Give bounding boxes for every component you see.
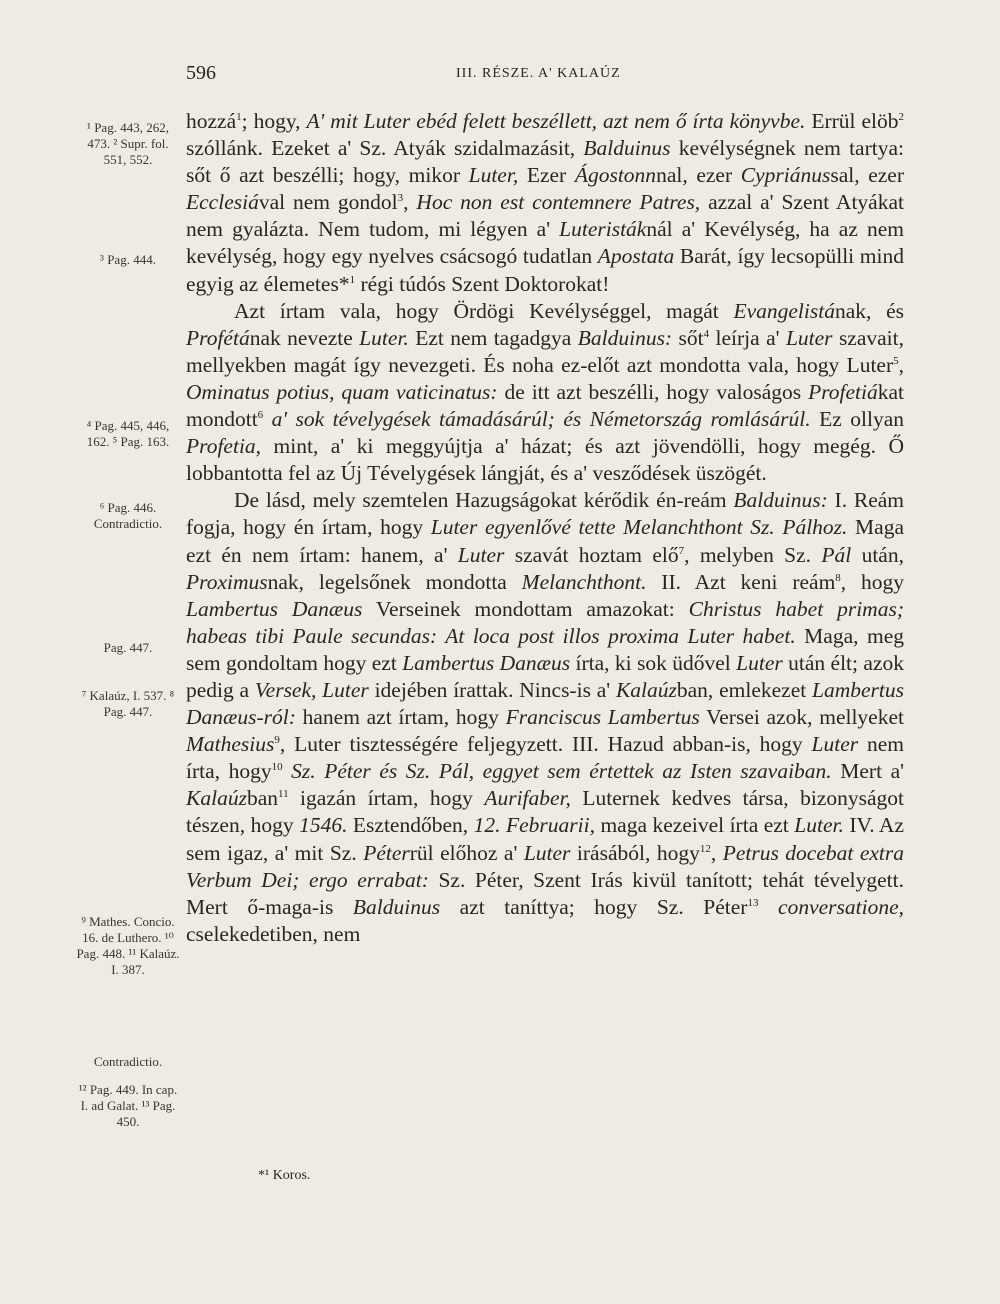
paragraph: De lásd, mely szemtelen Hazugságokat kérődik én-reám Balduinus: I. Reám fogja, hogy én írtam, hogy Luter egyenlővé tette Melanchthont Sz. Pálhoz. Maga ezt én nem írtam: hanem, a' Luter szavát hoztam elő$^7$, melyben Sz. Pál után, Proximusnak, legelsőnek mondotta Melanchthont. II. Azt keni reám$^8$, hogy Lambertus Danæus Verseinek mondottam amazokat: Christus habet primas; habeas tibi Paule secundas: At loca post illos proxima Luter habet. Maga, meg sem gondoltam hogy ezt Lambertus Danæus írta, ki sok üdővel Luter után élt; azok pedig a Versek, Luter idejében írattak. Nincs-is a' Kalaúzban, emlekezet Lambertus Danæus-ról: hanem azt írtam, hogy Franciscus Lambertus Versei azok, mellyeket Mathesius$^9$, Luter tisztességére feljegyzett. III. Hazud abban-is, hogy Luter nem írta, hogy$^{10}$ Sz. Péter és Sz. Pál, eggyet sem értettek az Isten szavaiban. Mert a' Kalaúzban$^{11}$ igazán írtam, hogy Aurifaber, Luternek kedves társa, bizonyságot tészen, hogy 1546. Esztendőben, 12. Februarii, maga kezeivel írta ezt Luter. IV. Az sem igaz, a' mit Sz. Péterrül előhoz a' Luter irásából, hogy$^{12}$, Petrus docebat extra Verbum Dei; ergo errabat: Sz. Péter, Szent Irás kivül tanított; tehát tévelygett. Mert ő-maga-is Balduinus azt taníttya; hogy Sz. Péter$^{13}$ conversatione, cselekedetiben, nem	[186, 488, 905, 946]
margin-note: Contradictio.	[93, 1054, 163, 1069]
footnote: *¹ Koros.	[258, 1168, 311, 1183]
margin-note: ⁴ Pag. 445, 446, 162. ⁵ Pag. 163.	[86, 418, 170, 449]
paragraph: hozzá$^1$; hogy, A' mit Luter ebéd felett beszéllett, azt nem ő írta könyvbe. Errül elöb$^2$ szóllánk. Ezeket a' Sz. Atyák szidalmazásit, Balduinus kevélységnek nem tartya: sőt ő azt beszélli; hogy, mikor Luter, Ezer Ágostonnnal, ezer Cypriánussal, ezer Ecclesiával nem gondol$^3$, Hoc non est contemnere Patres, azzal a' Szent Atyákat nem gyalázta. Nem tudom, mi légyen a' Luteristáknál a' Kevélység, ha az nem kevélység, hogy egy nyelves csácsogó tudatlan Apostata Barát, így lecsopülli mind egyig az élemetes*$^1$ régi túdós Szent Doktorokat!	[186, 109, 904, 296]
running-title: III. RÉSZE. A' KALAÚZ	[456, 66, 621, 81]
margin-note: ¹ Pag. 443, 262, 473. ² Supr. fol. 551, 552.	[87, 120, 169, 167]
body-text	[186, 108, 904, 948]
page-header	[0, 62, 1000, 92]
margin-note: ⁷ Kalaúz, I. 537. ⁸ Pag. 447.	[81, 688, 175, 719]
paragraph: Azt írtam vala, hogy Ördögi Kevélységgel, magát Evangelistának, és Profétának nevezte Luter. Ezt nem tagadgya Balduinus: sőt$^4$ leírja a' Luter szavait, mellyekben magát így nevezgeti. És noha ez-előt azt mondotta vala, hogy Luter$^5$, Ominatus potius, quam vaticinatus: de itt azt beszélli, hogy valoságos Profetiákat mondott$^6$ a' sok tévelygések támadásárúl; és Németország romlásárúl. Ez ollyan Profetia, mint, a' ki meggyújtja a' házat; és azt jövendölli, hogy megég. Ő lobbantotta fel az Új Tévelygések lángját, és a' vesződések üszögét.	[186, 298, 905, 486]
margin-note: ⁹ Mathes. Concio. 16. de Luthero. ¹⁰ Pag. 448. ¹¹ Kalaúz. I. 387.	[76, 914, 180, 977]
margin-note: ⁶ Pag. 446. Contradictio.	[93, 500, 163, 531]
margin-note: ³ Pag. 444.	[100, 252, 156, 267]
margin-note: Pag. 447.	[103, 640, 153, 655]
margin-note: ¹² Pag. 449. In cap. I. ad Galat. ¹³ Pag. 450.	[78, 1082, 178, 1129]
page-number: 596	[186, 62, 216, 84]
